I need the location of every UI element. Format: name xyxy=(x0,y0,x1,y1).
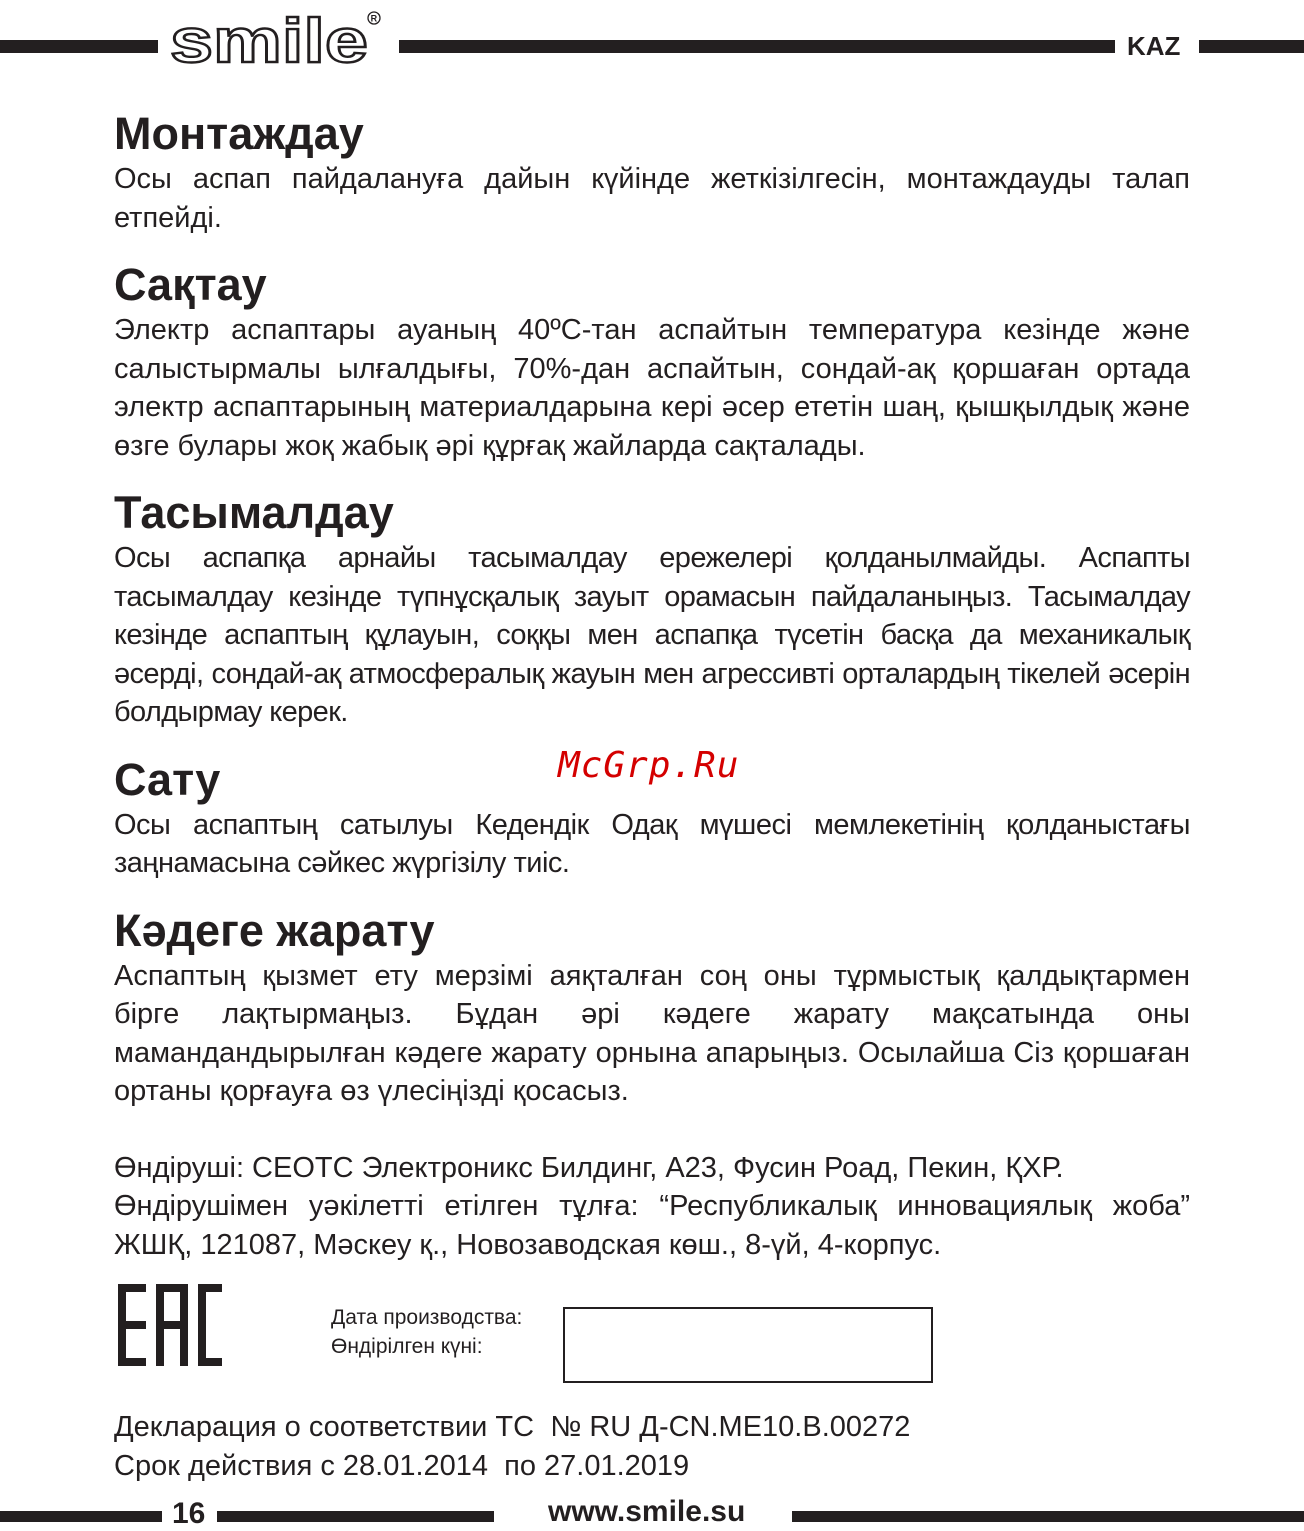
section-body: Осы аспаптың сатылуы Кедендік Одақ мүшесі мемлекетінің қолданыстағы заңнамасына сәйкес жүргізілу тиіс. xyxy=(114,808,1190,879)
declaration xyxy=(114,1408,910,1486)
page-number: 16 xyxy=(172,1497,206,1530)
section-transportation xyxy=(114,487,1190,732)
section-storage xyxy=(114,259,1190,465)
section-body: Осы аспап пайдалануға дайын күйінде жеткізілгесін, монтаждауды талап етпейді. xyxy=(114,163,1190,234)
header-rule-right xyxy=(1199,40,1304,53)
manufacturer-info xyxy=(114,1149,1190,1265)
section-title: Тасымалдау xyxy=(114,487,394,538)
section-body: Осы аспапқа арнайы тасымалдау ережелері қолданылмайды. Аспапты тасымалдау кезінде түпнұсқалық зауыт орамасын пайдаланыңыз. Тасымалдау кезінде аспаптың құлауын, соққы мен аспапқа түсетін басқа да механикалық әсерді, сондай-ақ атмосфералық жауын мен агрессивті орталардың тікелей әсерін болдырмау керек. xyxy=(114,542,1190,728)
authorized-representative-line: Өндірушімен уәкілетті етілген тұлға: “Республикалық инновациялық жоба” ЖШҚ, 121087, Мәскеу қ., Новозаводская көш., 8-үй, 4-корпус. xyxy=(114,1190,1190,1261)
footer-rule-right xyxy=(792,1511,1304,1522)
section-title: Кәдеге жарату xyxy=(114,904,435,956)
production-date-label-ru: Дата производства: xyxy=(331,1306,523,1329)
watermark: McGrp.Ru xyxy=(558,745,740,786)
footer-rule-left xyxy=(0,1511,162,1522)
header-rule-left xyxy=(0,40,158,53)
footer-rule-middle xyxy=(217,1511,494,1522)
svg-text:R: R xyxy=(370,13,378,24)
section-body: Электр аспаптары ауаның 40ºС-тан аспайтын температура кезінде және салыстырмалы ылғалдығы, 70%-дан аспайтын, сондай-ақ қоршаған ортада электр аспаптарының материалдарына кері әсер ететін шаң, қышқылдық және өзге булары жоқ жабық әрі құрғақ жайларда сақталады. xyxy=(114,314,1190,462)
section-body: Аспаптың қызмет ету мерзімі аяқталған соң оны тұрмыстық қалдықтармен бірге лақтырмаңыз. Бұдан әрі кәдеге жарату мақсатында оны мамандандырылған кәдеге жарату орнына апарыңыз. Осылайша Сіз қоршаған ортаны қорғауға өз үлесіңізді қосасыз. xyxy=(114,959,1190,1107)
section-title: Монтаждау xyxy=(114,108,364,159)
section-title: Сақтау xyxy=(114,259,267,310)
declaration-validity: Срок действия с 28.01.2014 по 27.01.2019 xyxy=(114,1450,690,1482)
header-rule-middle xyxy=(399,40,1115,53)
eac-mark-icon xyxy=(118,1284,222,1366)
language-code: KAZ xyxy=(1127,31,1181,61)
website-link[interactable]: www.smile.su xyxy=(548,1495,746,1528)
section-title: Сату xyxy=(114,753,221,805)
svg-text:smile: smile xyxy=(170,7,368,68)
smile-logo xyxy=(168,2,384,68)
manufacturer-line: Өндіруші: СЕОТС Электроникс Билдинг, А23, Фусин Роад, Пекин, ҚХР. xyxy=(114,1151,1064,1184)
main-content xyxy=(114,108,1190,1264)
section-installation xyxy=(114,108,1190,237)
declaration-number: Декларация о соответствии ТС № RU Д-CN.МЕ10.В.00272 xyxy=(114,1411,911,1443)
section-disposal xyxy=(114,905,1190,1111)
production-date-box xyxy=(563,1307,933,1383)
production-date-labels xyxy=(331,1303,522,1361)
production-date-label-kz: Өндірілген күні: xyxy=(331,1335,483,1358)
